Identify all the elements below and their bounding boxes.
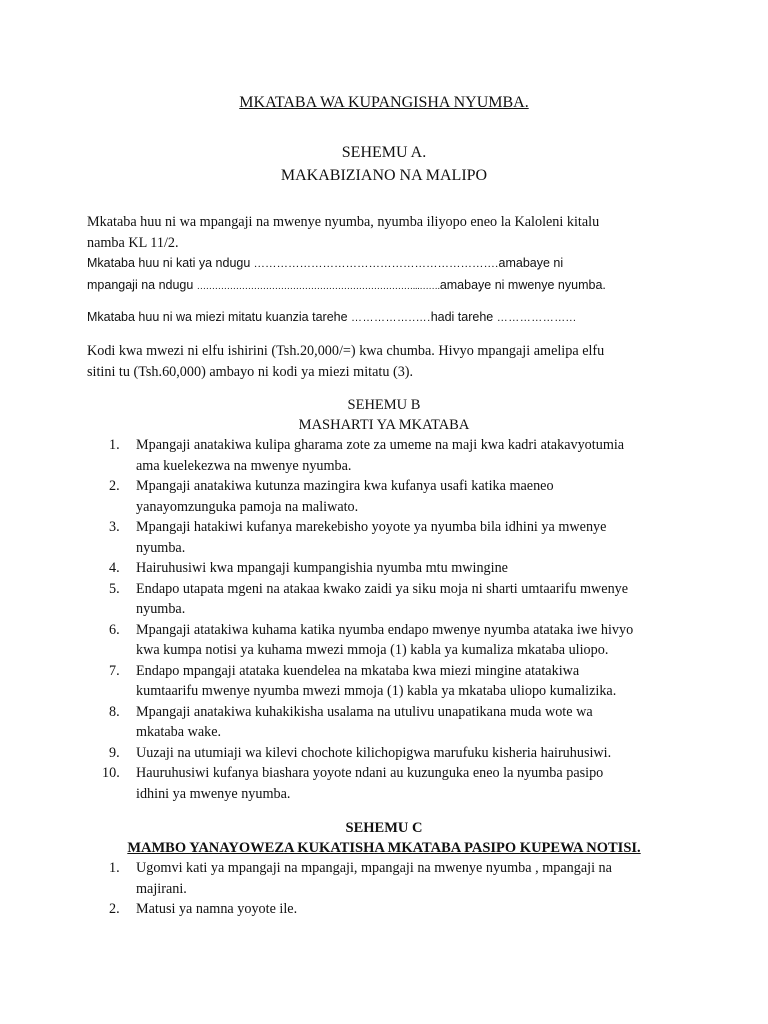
period-paragraph	[87, 307, 687, 329]
list-item	[87, 743, 687, 764]
item-text: Mpangaji anatakiwa kulipa gharama zote za umeme na maji kwa kadri atakavyotumia	[136, 437, 625, 453]
item-number: 9.	[109, 744, 120, 761]
item-text: yanayomzunguka pamoja na maliwato.	[136, 498, 359, 515]
intro-line: Mkataba huu ni wa mpangaji na mwenye nyumba, nyumba iliyopo eneo la Kaloleni kitalu	[87, 214, 600, 230]
item-text: kumtaarifu mwenye nyumba mwezi mmoja (1) kabla ya mkataba uliopo kumalizika.	[136, 683, 617, 699]
landlord-name-blank: ………………………………………………………………...…….	[196, 280, 440, 291]
item-number: 7.	[109, 662, 120, 679]
item-number: 2.	[109, 478, 120, 494]
party-role: amabaye ni mwenye nyumba.	[439, 277, 606, 292]
item-number: 10.	[102, 765, 120, 781]
list-item	[87, 763, 687, 804]
item-number: 2.	[109, 901, 120, 917]
item-text: nyumba.	[136, 539, 186, 556]
item-number: 8.	[109, 703, 120, 720]
item-text: Endapo utapata mgeni na atakaa kwako zaidi ya siku moja ni sharti umtaarifu mwenye	[136, 580, 629, 597]
item-text: Hauruhusiwi kufanya biashara yoyote ndani au kuzunguka eneo la nyumba pasipo	[136, 765, 604, 781]
list-item	[87, 858, 687, 899]
intro-paragraph	[87, 212, 687, 296]
start-date-blank: ……………..….	[351, 312, 431, 324]
item-text: Mpangaji atatakiwa kuhama katika nyumba endapo mwenye nyumba atataka iwe hivyo	[136, 621, 634, 638]
section-a-subheading: MAKABIZIANO NA MALIPO	[280, 167, 488, 184]
item-text: nyumba.	[136, 601, 186, 617]
item-text: Ugomvi kati ya mpangaji na mpangaji, mpangaji na mwenye nyumba , mpangaji na	[136, 860, 612, 876]
rent-line: sitini tu (Tsh.60,000) ambayo ni kodi ya miezi mitatu (3).	[87, 363, 414, 380]
list-item	[87, 620, 687, 661]
list-item	[87, 702, 687, 743]
section-c-subheading: MAMBO YANAYOWEZA KUKATISHA MKATABA PASIPO KUPEWA NOTISI.	[127, 840, 641, 856]
list-item	[87, 661, 687, 702]
item-text: Matusi ya namna yoyote ile.	[136, 901, 298, 917]
item-text: Mpangaji anatakiwa kutunza mazingira kwa kufanya usafi katika maeneo	[136, 478, 554, 494]
party-label: mpangaji na ndugu	[87, 277, 197, 292]
document-title: MKATABA WA KUPANGISHA NYUMBA.	[239, 94, 529, 111]
item-number: 1.	[109, 437, 120, 453]
item-number: 5.	[109, 580, 120, 597]
item-number: 3.	[109, 519, 120, 535]
rent-line: Kodi kwa mwezi ni elfu ishirini (Tsh.20,000/=) kwa chumba. Hivyo mpangaji amelipa elfu	[87, 343, 605, 359]
list-item	[87, 899, 687, 920]
item-text: Uuzaji na utumiaji wa kilevi chochote kilichopigwa marufuku kisheria hairuhusiwi.	[136, 744, 612, 761]
section-c-list	[87, 858, 687, 920]
party-label: Mkataba huu ni kati ya ndugu	[87, 256, 254, 270]
item-text: mkataba wake.	[136, 724, 222, 740]
item-number: 4.	[109, 560, 120, 576]
period-label: Mkataba huu ni wa miezi mitatu kuanzia tarehe	[87, 310, 352, 324]
item-text: Hairuhusiwi kwa mpangaji kumpangishia nyumba mtu mwingine	[136, 560, 508, 576]
party-role: amabaye ni	[498, 256, 564, 270]
intro-line: namba KL 11/2.	[87, 234, 179, 251]
intro-parties-line	[87, 275, 687, 297]
section-b-list	[87, 435, 687, 804]
item-text: ama kuelekezwa na mwenye nyumba.	[136, 457, 352, 474]
intro-parties-line	[87, 253, 687, 275]
item-text: kwa kumpa notisi ya kuhama mwezi mmoja (1) kabla ya kumaliza mkataba uliopo.	[136, 642, 609, 658]
rent-paragraph	[87, 341, 687, 382]
item-number: 6.	[109, 621, 120, 638]
item-text: Mpangaji anatakiwa kuhakikisha usalama na utulivu unapatikana muda wote wa	[136, 703, 593, 720]
list-item	[87, 579, 687, 620]
item-text: Endapo mpangaji atataka kuendelea na mkataba kwa miezi mingine atatakiwa	[136, 662, 580, 679]
item-text: majirani.	[136, 880, 187, 897]
list-item	[87, 517, 687, 558]
item-text: idhini ya mwenye nyumba.	[136, 785, 291, 802]
end-date-blank: ………………...	[496, 312, 577, 324]
list-item	[87, 476, 687, 517]
item-number: 1.	[109, 860, 120, 876]
section-b-subheading: MASHARTI YA MKATABA	[298, 417, 470, 433]
item-text: Mpangaji hatakiwi kufanya marekebisho yoyote ya nyumba bila idhini ya mwenye	[136, 519, 607, 535]
list-item	[87, 558, 687, 579]
section-c-heading: SEHEMU C	[345, 820, 423, 836]
period-to-label: hadi tarehe	[430, 310, 497, 324]
tenant-name-blank: ……………………………………………………….	[253, 258, 499, 270]
section-a-heading: SEHEMU A.	[341, 144, 427, 161]
list-item	[87, 435, 687, 476]
section-b-heading: SEHEMU B	[347, 397, 421, 413]
